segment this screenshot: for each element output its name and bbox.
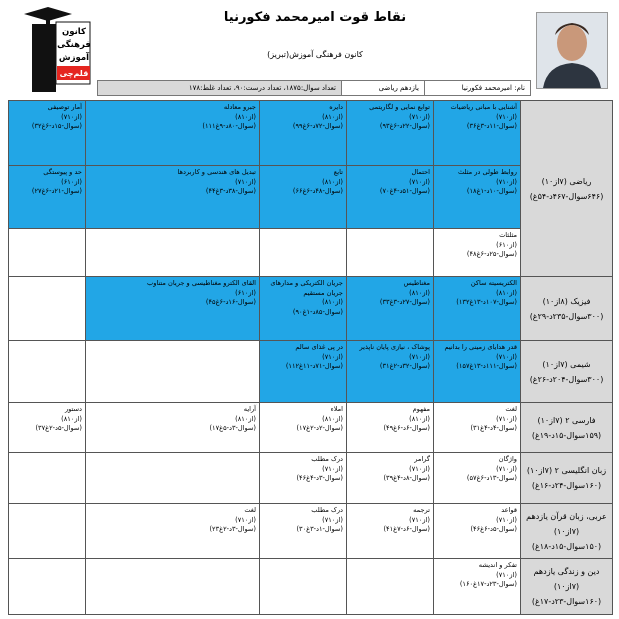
topic-cell: لغت (۷از۱۰) (۲۳سوال-۳د-۲غ): [86, 504, 260, 559]
topic-cell: در پی غذای سالم (۷از۱۰) (۱۱۲سوال-۷۱د-۱۱غ): [260, 341, 347, 403]
table-row: [9, 403, 613, 453]
topic-cell: مفهوم (۸از۱۰) (۴۹سوال-۶د-۶غ): [347, 403, 434, 453]
student-name: نام: امیرمحمد فکورنیا: [424, 81, 530, 95]
topic-cell: درک مطلب (۷از۱۰) (۳۰سوال-۱د-۳غ): [260, 504, 347, 559]
topic-cell: جریان الکتریکی و مدارهای جریان مستقیم (۸از۱۰) (۹۰سوال-۸۵د-۱غ): [260, 277, 347, 341]
empty-cell: [347, 559, 434, 615]
page-subtitle: کانون فرهنگی آموزش(تبریز): [267, 50, 363, 59]
page-title: نقاط قوت امیرمحمد فکورنیا: [223, 10, 407, 25]
topic-cell: مغناطیس (۸از۱۰) (۳۳سوال-۲۷د-۳غ): [347, 277, 434, 341]
topic-cell: املاء (۸از۱۰) (۱۷سوال-۲د-۲غ): [260, 403, 347, 453]
table-row: [9, 277, 613, 341]
topic-cell: تابع (۸از۱۰) (۶۶سوال-۴۸د-۶غ): [260, 166, 347, 229]
subject-persian: فارسی ۲ (۷از۱۰) (۱۵۹سوال-۱۵د-۱۹غ): [521, 403, 613, 453]
topic-cell: لغت (۷از۱۰) (۳۱سوال-۴د-۴غ): [434, 403, 521, 453]
topic-cell: پوشاک ، نیازی پایان ناپذیر (۷از۱۰) (۳۱سوال-۳۲د-۲غ): [347, 341, 434, 403]
logo-text-4: قلم‌چی: [59, 69, 89, 78]
empty-cell: [86, 229, 260, 277]
institute-logo: [18, 4, 96, 98]
logo-text-2: فرهنگی: [57, 40, 91, 50]
topic-cell: ترجمه (۷از۱۰) (۴۱سوال-۶د-۷غ): [347, 504, 434, 559]
subject-math: ریاضی (۷از۱۰) (۶۴۶سوال-۴۶۷د-۵۴غ): [521, 101, 613, 277]
topic-cell: واژگان (۷از۱۰) (۵۷سوال-۱۳د-۶غ): [434, 453, 521, 504]
empty-cell: [9, 453, 86, 504]
table-row: [9, 559, 613, 615]
subject-arabic: عربی، زبان قرآن یازدهم (۷از۱۰) (۱۵۰سوال-۱۵د-۱۸غ): [521, 504, 613, 559]
topic-cell: آرایه (۸از۱۰) (۱۷سوال-۳د-۵غ): [86, 403, 260, 453]
topic-cell: تفکر و اندیشه (۷از۱۰) (۱۶۰سوال-۲۳د-۱۷غ): [434, 559, 521, 615]
empty-cell: [9, 341, 86, 403]
empty-cell: [347, 229, 434, 277]
empty-cell: [86, 341, 260, 403]
logo-text-3: آموزش: [58, 53, 90, 63]
table-row: [9, 341, 613, 403]
topic-cell: روابط طولی در مثلث (۷از۱۰) (۱۸سوال-۱۰د-۱غ): [434, 166, 521, 229]
student-info-bar: [97, 80, 531, 96]
empty-cell: [86, 559, 260, 615]
student-grade: یازدهم ریاضی: [341, 81, 424, 95]
strengths-table: [8, 100, 613, 615]
table-row: [9, 453, 613, 504]
topic-cell: احتمال (۷از۱۰) (۷۰سوال-۵۱د-۴غ): [347, 166, 434, 229]
empty-cell: [86, 453, 260, 504]
topic-cell: مثلثات (۶از۱۰) (۴۸سوال-۲۵د-۶غ): [434, 229, 521, 277]
topic-cell: تبدیل های هندسی و کاربردها (۷از۱۰) (۴۴سوال-۳۸د-۳غ): [86, 166, 260, 229]
table-row: [9, 504, 613, 559]
topic-cell: قواعد (۷از۱۰) (۴۶سوال-۵د-۶غ): [434, 504, 521, 559]
subject-religion: دین و زندگی یازدهم (۷از۱۰) (۱۶۰سوال-۲۳د-۱۷غ): [521, 559, 613, 615]
subject-chemistry: شیمی (۷از۱۰) (۳۰۰سوال-۲۰۴د-۲۶غ): [521, 341, 613, 403]
empty-cell: [260, 559, 347, 615]
topic-cell: آشنایی با مبانی ریاضیات (۷از۱۰) (۳۶سوال-۱۱د-۳غ): [434, 101, 521, 166]
empty-cell: [9, 277, 86, 341]
student-stats: تعداد سوال:۱۸۷۵، تعداد درست:۹۰، تعداد غلط:۱۷۸: [98, 81, 341, 95]
student-photo: [536, 12, 608, 89]
empty-cell: [9, 229, 86, 277]
subject-physics: فیزیک (۸از۱۰) (۳۰۰سوال-۲۳۵د-۲۹غ): [521, 277, 613, 341]
topic-cell: آمار توصیفی (۷از۱۰) (۳۲سوال-۱۵د-۶غ): [9, 101, 86, 166]
empty-cell: [9, 559, 86, 615]
table-row: [9, 101, 613, 166]
topic-cell: جبرو معادله (۸از۱۰) (۱۱۱سوال-۸۰د-۹غ): [86, 101, 260, 166]
logo-text-1: کانون: [62, 27, 86, 37]
topic-cell: الکتریسیته ساکن (۸از۱۰) (۱۳۲سوال-۱۰۷د-۱۳غ): [434, 277, 521, 341]
subject-english: زبان انگلیسی ۲ (۷از۱۰) (۱۶۰سوال-۲۴د-۱۶غ): [521, 453, 613, 504]
topic-cell: حد و پیوستگی (۶از۱۰) (۲۷سوال-۲۱د-۶غ): [9, 166, 86, 229]
topic-cell: دستور (۸از۱۰) (۳۷سوال-۵د-۲غ): [9, 403, 86, 453]
topic-cell: توابع نمایی و لگاریتمی (۷از۱۰) (۹۳سوال-۲۲د-۶غ): [347, 101, 434, 166]
empty-cell: [260, 229, 347, 277]
topic-cell: گرامر (۷از۱۰) (۳۹سوال-۸د-۴غ): [347, 453, 434, 504]
topic-cell: القای الکترو مغناطیسی و جریان متناوب (۶از۱۰) (۴۵سوال-۱۶د-۶غ): [86, 277, 260, 341]
topic-cell: قدر هدایای زمینی را بدانیم (۷از۱۰) (۱۵۷سوال-۱۱۱د-۱۳غ): [434, 341, 521, 403]
topic-cell: درک مطلب (۷از۱۰) (۴۶سوال-۳د-۴غ): [260, 453, 347, 504]
empty-cell: [9, 504, 86, 559]
topic-cell: دایره (۸از۱۰) (۹۹سوال-۷۲د-۶غ): [260, 101, 347, 166]
